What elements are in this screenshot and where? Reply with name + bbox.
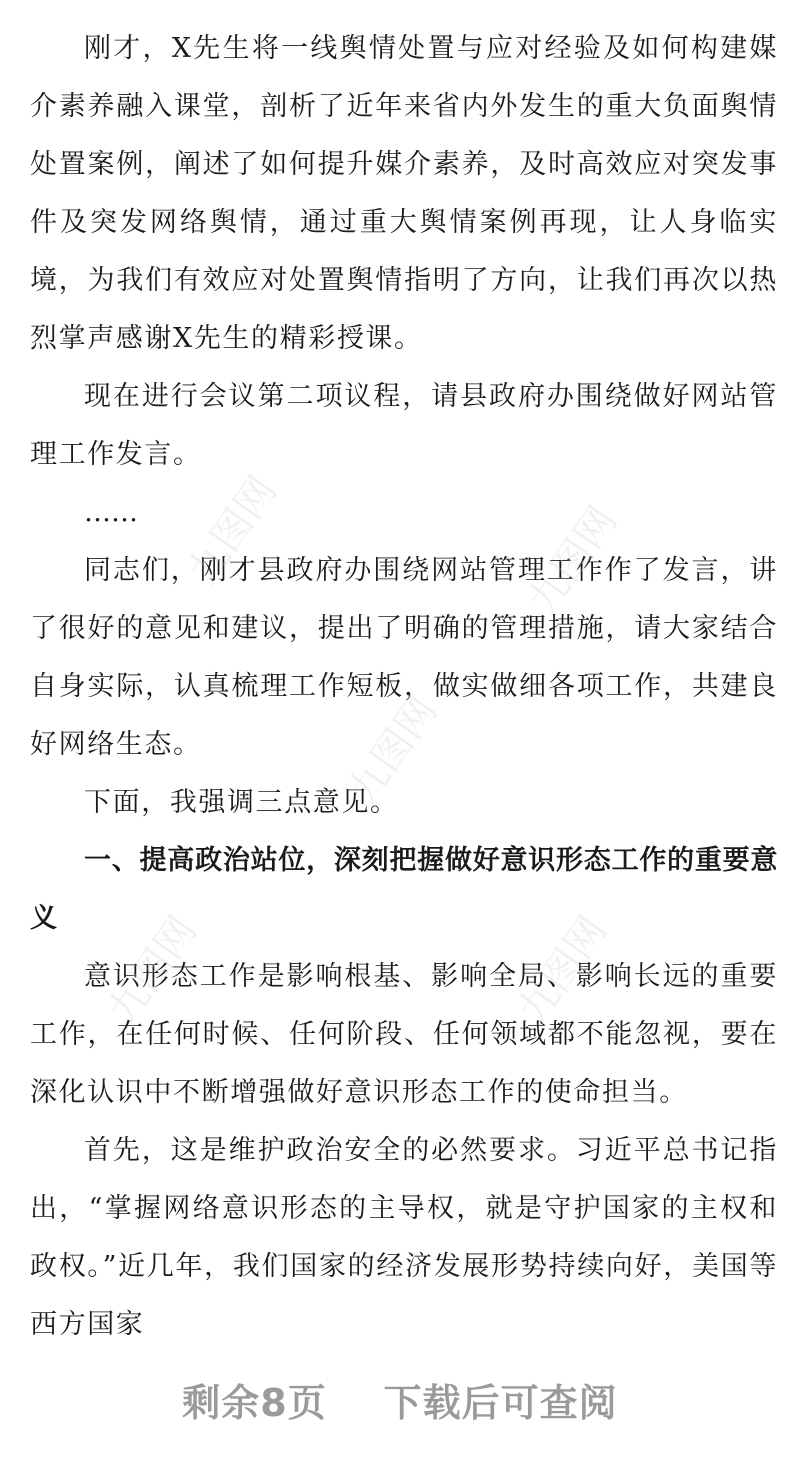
remaining-pages-label: 剩余8页 [182,1381,327,1425]
paragraph: 现在进行会议第二项议程，请县政府办围绕做好网站管理工作发言。 [30,381,778,470]
download-prompt [0,1372,800,1427]
section-heading: 一、提高政治站位，深刻把握做好意识形态工作的重要意义 [30,845,778,934]
watermark: 九图网 [509,908,617,1033]
ellipsis-line: …… [84,497,138,528]
paragraph: 首先，这是维护政治安全的必然要求。习近平总书记指出，“掌握网络意识形态的主导权，就是守护国家的主权和政权。”近几年，我们国家的经济发展形势持续向好，美国等西方国家 [30,1135,778,1340]
paragraph: 下面，我强调三点意见。 [84,787,399,818]
watermark: 九图网 [99,908,207,1033]
document-body [30,20,778,1354]
paragraph: 刚才，X先生将一线舆情处置与应对经验及如何构建媒介素养融入课堂，剖析了近年来省内外发生的重大负面舆情处置案例，阐述了如何提升媒介素养，及时高效应对突发事件及突发网络舆情，通过重大舆情案例再现，让人身临实境，为我们有效应对处置舆情指明了方向，让我们再次以热烈掌声感谢X先生的精彩授课。 [30,33,778,354]
watermark: 九图网 [519,498,627,623]
watermark: 九图网 [179,468,287,593]
watermark: 九图网 [339,688,447,813]
paragraph: 同志们，刚才县政府办围绕网站管理工作作了发言，讲了很好的意见和建议，提出了明确的管理措施，请大家结合自身实际，认真梳理工作短板，做实做细各项工作，共建良好网络生态。 [30,555,778,760]
download-hint-label: 下载后可查阅 [383,1381,618,1425]
paragraph: 意识形态工作是影响根基、影响全局、影响长远的重要工作，在任何时候、任何阶段、任何领域都不能忽视，要在深化认识中不断增强做好意识形态工作的使命担当。 [30,961,778,1108]
